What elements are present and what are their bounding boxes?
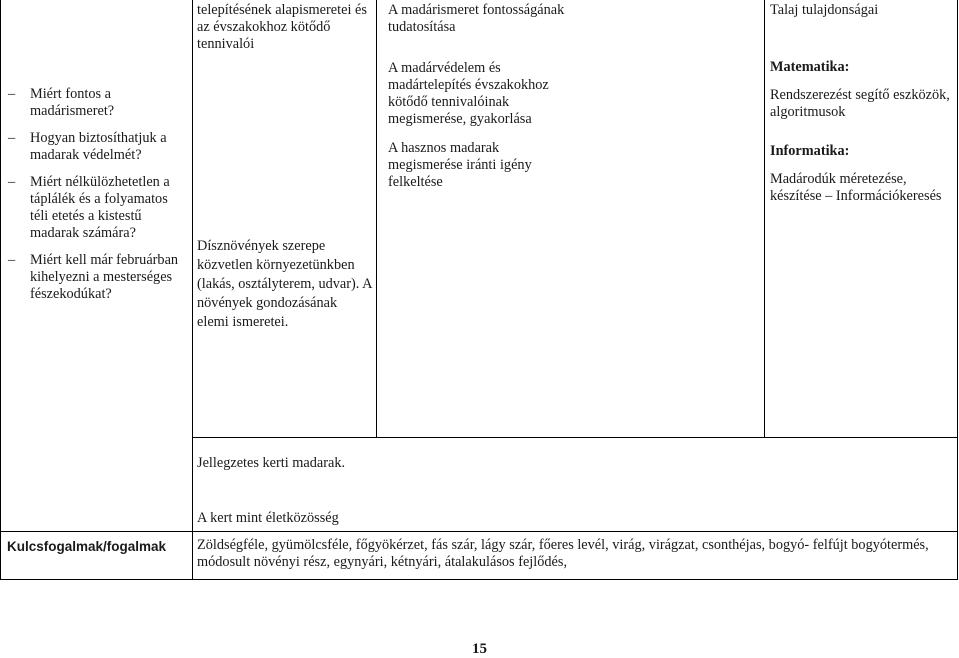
subject-heading: Informatika: xyxy=(770,143,850,159)
list-item xyxy=(8,86,188,120)
dash-bullet: – xyxy=(8,86,16,102)
row-divider-1 xyxy=(192,437,958,438)
goal-text: A hasznos madarak megismerése iránti igény felkeltése xyxy=(388,140,532,190)
table-border-bottom xyxy=(0,579,958,580)
column-divider-2 xyxy=(376,0,377,437)
questions-cell xyxy=(8,86,188,313)
goal-text: A madárismeret fontosságának tudatosítása xyxy=(388,2,565,35)
list-item xyxy=(8,130,188,164)
column-divider-3 xyxy=(764,0,765,437)
dash-bullet: – xyxy=(8,252,16,268)
table-border-right xyxy=(957,0,958,580)
list-item xyxy=(8,174,188,242)
question-list xyxy=(8,86,188,303)
subject-text: Rendszerezést segítő eszközök, algoritmusok xyxy=(770,87,950,120)
question-text: Miért kell már februárban kihelyezni a mesterséges fészekodúkat? xyxy=(30,252,179,302)
topic-text: Jellegzetes kerti madarak. xyxy=(197,455,346,471)
page-number: 15 xyxy=(472,641,487,657)
row-divider-2 xyxy=(0,531,958,532)
content-bottom-text: Dísznövények szerepe közvetlen környezetünkben (lakás, osztályterem, udvar). A növények gondozásának elemi ismeretei. xyxy=(197,238,372,330)
content-top-text: telepítésének alapismeretei és az évszakokhoz kötődő tennivalói xyxy=(197,2,367,52)
goals-cell xyxy=(388,2,573,203)
question-text: Miért nélkülözhetetlen a táplálék és a folyamatos téli etetés a kistestű madarak számára? xyxy=(30,174,170,241)
key-concepts-text: Zöldségféle, gyümölcsféle, főgyökérzet, fás szár, lágy szár, főeres levél, virág, virágzat, csonthéjas, bogyó- felfújt bogyótermés, módosult növényi rész, egynyári, kétnyári, átalakulásos fejlődés, xyxy=(197,537,929,570)
connections-cell xyxy=(770,2,950,217)
subject-heading: Matematika: xyxy=(770,59,850,75)
dash-bullet: – xyxy=(8,174,16,190)
key-concepts-label: Kulcsfogalmak/fogalmak xyxy=(7,539,167,554)
question-text: Hogyan biztosíthatjuk a madarak védelmét? xyxy=(30,130,167,163)
table-border-left xyxy=(0,0,1,580)
column-divider-1 xyxy=(192,0,193,580)
goal-text: A madárvédelem és madártelepítés évszakokhoz kötődő tennivalóinak megismerése, gyakorlása xyxy=(388,60,549,127)
list-item xyxy=(8,252,188,303)
dash-bullet: – xyxy=(8,130,16,146)
question-text: Miért fontos a madárismeret? xyxy=(30,86,115,119)
topic-text: A kert mint életközösség xyxy=(197,510,339,526)
connection-title: Talaj tulajdonságai xyxy=(770,2,879,18)
subject-text: Madárodúk méretezése, készítése – Információkeresés xyxy=(770,171,942,204)
